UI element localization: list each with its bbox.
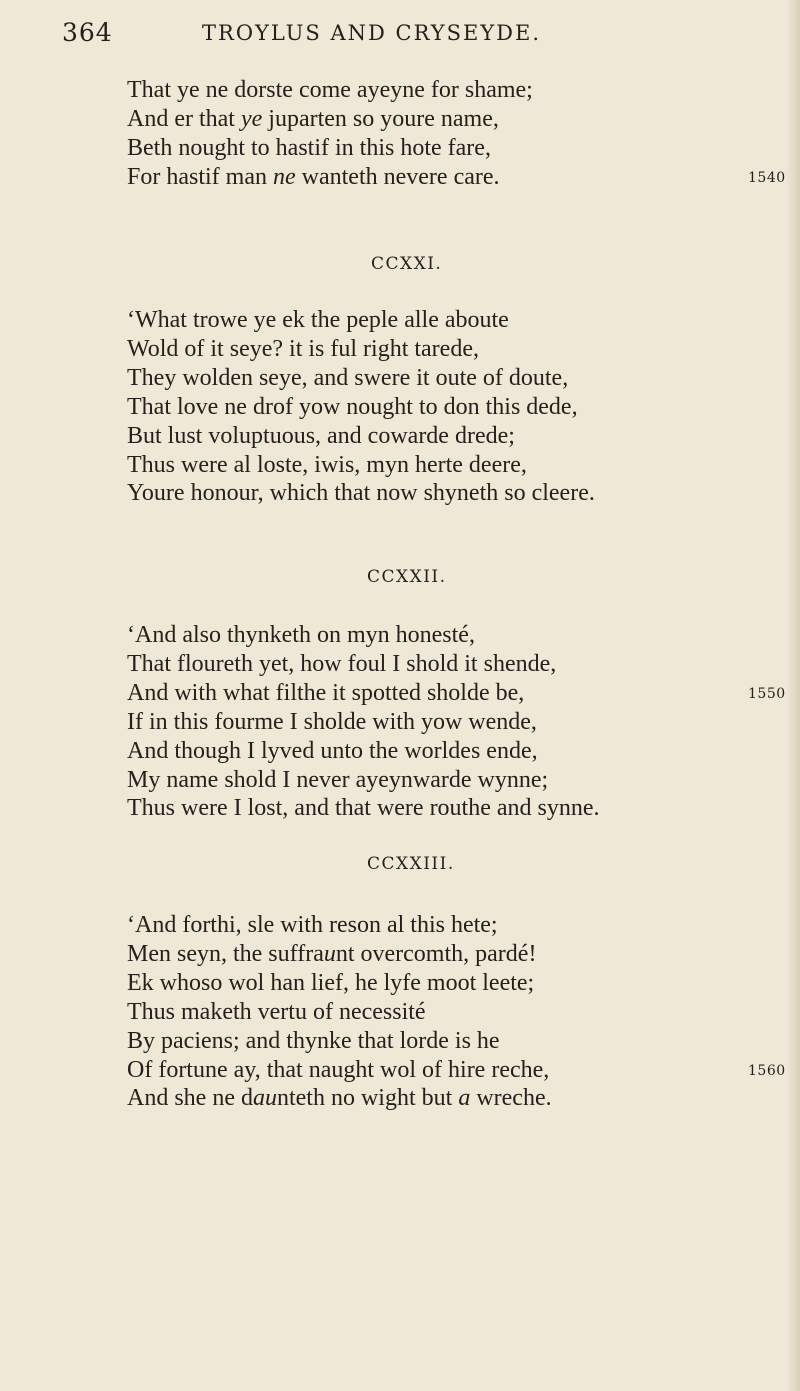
- stanza-number: CCXXIII.: [367, 854, 455, 874]
- italic-text: ye: [240, 105, 263, 132]
- verse-line: [127, 968, 534, 998]
- verse-text: juparten so youre name,: [262, 105, 499, 132]
- verse-line: [127, 421, 515, 451]
- verse-text: That ye ne dorste come ayeyne for shame;: [127, 77, 533, 103]
- verse-text: For hastif man: [127, 163, 273, 190]
- verse-text: nt overcomth, pardé!: [335, 940, 537, 967]
- verse-text: They wolden seye, and swere it oute of doute,: [127, 364, 569, 391]
- verse-text: Thus maketh vertu of necessité: [127, 998, 426, 1025]
- verse-line: [127, 707, 537, 737]
- verse-line: [127, 1026, 500, 1056]
- verse-line: [127, 334, 479, 364]
- verse-line: [127, 450, 527, 480]
- stanza-number: CCXXII.: [367, 567, 447, 587]
- italic-text: ne: [272, 163, 296, 190]
- verse-text: If in this fourme I sholde with yow wende,: [127, 708, 537, 735]
- verse-text: Thus were I lost, and that were routhe and synne.: [127, 795, 600, 822]
- verse-text: wanteth nevere care.: [295, 163, 500, 190]
- verse-line: [127, 392, 578, 422]
- verse-text: wreche.: [470, 1085, 552, 1112]
- line-number: 1550: [748, 685, 786, 702]
- line-number: 1560: [748, 1062, 786, 1079]
- verse-line: [127, 939, 536, 969]
- verse-line: [127, 793, 600, 823]
- verse-line: [127, 620, 475, 650]
- italic-text: u: [323, 940, 336, 967]
- verse-text: Thus were al loste, iwis, myn herte deere,: [127, 451, 527, 478]
- verse-line: [127, 478, 595, 508]
- verse-line: [127, 104, 499, 134]
- verse-text: Beth nought to hastif in this hote fare,: [127, 134, 491, 161]
- verse-line: [127, 75, 533, 105]
- line-number: 1540: [748, 169, 786, 186]
- verse-text: And with what filthe it spotted sholde be,: [127, 679, 525, 706]
- italic-text: au: [252, 1085, 277, 1112]
- verse-text: That floureth yet, how foul I shold it shende,: [127, 650, 557, 677]
- verse-text: Ek whoso wol han lief, he lyfe moot leete;: [127, 969, 535, 996]
- page-header: [62, 18, 642, 58]
- verse-line: [127, 1055, 549, 1085]
- verse-line: [127, 162, 500, 192]
- verse-text: nteth no wight but: [276, 1085, 459, 1112]
- italic-text: a: [458, 1085, 471, 1112]
- verse-text: My name shold I never ayeynwarde wynne;: [127, 766, 549, 793]
- verse-line: [127, 997, 426, 1027]
- verse-text: By paciens; and thynke that lorde is he: [127, 1027, 500, 1054]
- verse-text: But lust voluptuous, and cowarde drede;: [127, 422, 515, 449]
- verse-line: [127, 678, 524, 708]
- verse-text: And though I lyved unto the worldes ende,: [127, 737, 538, 764]
- stanza-number: CCXXI.: [371, 254, 443, 274]
- verse-text: And she ne d: [127, 1085, 253, 1112]
- verse-text: That love ne drof yow nought to don this dede,: [127, 393, 578, 420]
- verse-line: [127, 736, 538, 766]
- verse-text: ‘And also thynketh on myn honesté,: [127, 622, 475, 648]
- verse-text: Men seyn, the suffra: [127, 940, 324, 967]
- verse-text: Youre honour, which that now shyneth so cleere.: [127, 480, 595, 507]
- verse-text: Of fortune ay, that naught wol of hire reche,: [127, 1056, 550, 1083]
- verse-line: [127, 649, 556, 679]
- verse-line: [127, 910, 498, 940]
- verse-line: [127, 133, 491, 163]
- verse-line: [127, 363, 568, 393]
- verse-line: [127, 305, 509, 335]
- running-head: TROYLUS AND CRYSEYDE.: [202, 21, 542, 45]
- verse-text: And er that: [127, 105, 241, 132]
- page-edge-shadow: [786, 0, 800, 1391]
- verse-text: ‘And forthi, sle with reson al this hete;: [127, 912, 498, 938]
- verse-line: [127, 1083, 552, 1113]
- verse-text: Wold of it seye? it is ful right tarede,: [127, 335, 479, 362]
- page-number: 364: [62, 18, 113, 47]
- verse-text: ‘What trowe ye ek the peple alle aboute: [127, 307, 509, 333]
- verse-line: [127, 765, 548, 795]
